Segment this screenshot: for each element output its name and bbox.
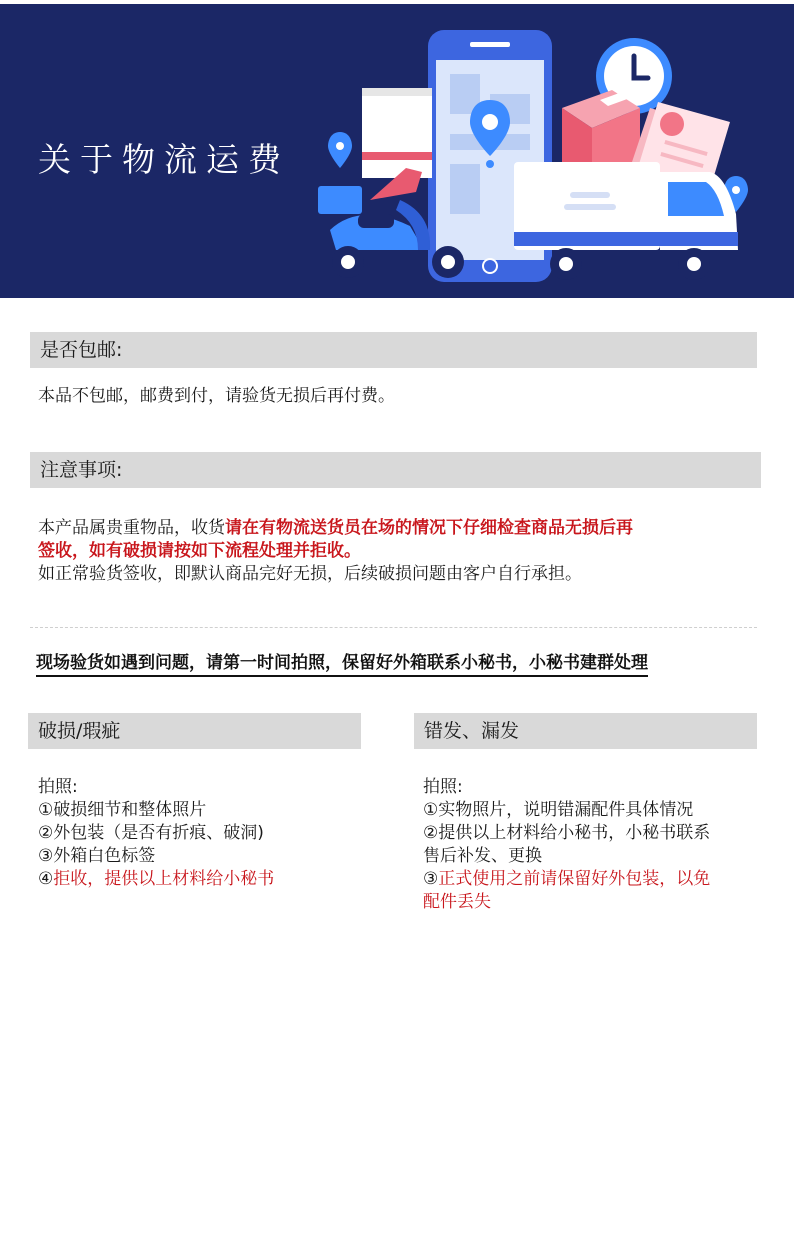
notes-warning-2: 签收，如有破损请按如下流程处理并拒收。 bbox=[38, 541, 361, 561]
wrong-item-3-num: ③ bbox=[423, 869, 439, 889]
divider bbox=[30, 627, 757, 628]
shipping-text: 本品不包邮，邮费到付，请验货无损后再付费。 bbox=[38, 386, 395, 406]
notes-heading: 注意事项: bbox=[30, 452, 761, 488]
damage-heading: 破损/瑕疵 bbox=[28, 713, 361, 749]
wrong-item-2b: 售后补发、更换 bbox=[423, 846, 542, 866]
damage-item-1: ①破损细节和整体照片 bbox=[38, 800, 207, 820]
damage-item-4: 拒收，提供以上材料给小秘书 bbox=[53, 869, 275, 889]
notes-intro: 本产品属贵重物品，收货 bbox=[38, 518, 225, 538]
logistics-illustration bbox=[300, 4, 794, 298]
banner bbox=[0, 4, 794, 298]
wrong-item-1: ①实物照片，说明错漏配件具体情况 bbox=[423, 800, 694, 820]
wrong-item-3a: 正式使用之前请保留好外包装，以免 bbox=[438, 869, 711, 889]
wrong-heading: 错发、漏发 bbox=[414, 713, 757, 749]
notice-text: 现场验货如遇到问题，请第一时间拍照，保留好外箱联系小秘书，小秘书建群处理 bbox=[36, 651, 648, 677]
damage-label: 拍照: bbox=[38, 777, 78, 797]
location-pin-icon bbox=[328, 132, 352, 168]
envelope-icon bbox=[362, 88, 432, 178]
wrong-list bbox=[423, 776, 763, 914]
damage-list bbox=[38, 776, 368, 891]
notes-text bbox=[38, 517, 758, 586]
wrong-label: 拍照: bbox=[423, 777, 463, 797]
wrong-item-3b: 配件丢失 bbox=[423, 892, 491, 912]
notes-warning-1: 请在有物流送货员在场的情况下仔细检查商品无损后再 bbox=[225, 518, 633, 538]
wrong-item-2a: ②提供以上材料给小秘书，小秘书联系 bbox=[423, 823, 711, 843]
damage-item-4-num: ④ bbox=[38, 869, 54, 889]
damage-item-2: ②外包装（是否有折痕、破洞) bbox=[38, 823, 264, 843]
shipping-heading: 是否包邮: bbox=[30, 332, 757, 368]
notes-body: 如正常验货签收，即默认商品完好无损，后续破损问题由客户自行承担。 bbox=[38, 564, 582, 584]
banner-title: 关于物流运费 bbox=[38, 140, 290, 179]
damage-item-3: ③外箱白色标签 bbox=[38, 846, 156, 866]
